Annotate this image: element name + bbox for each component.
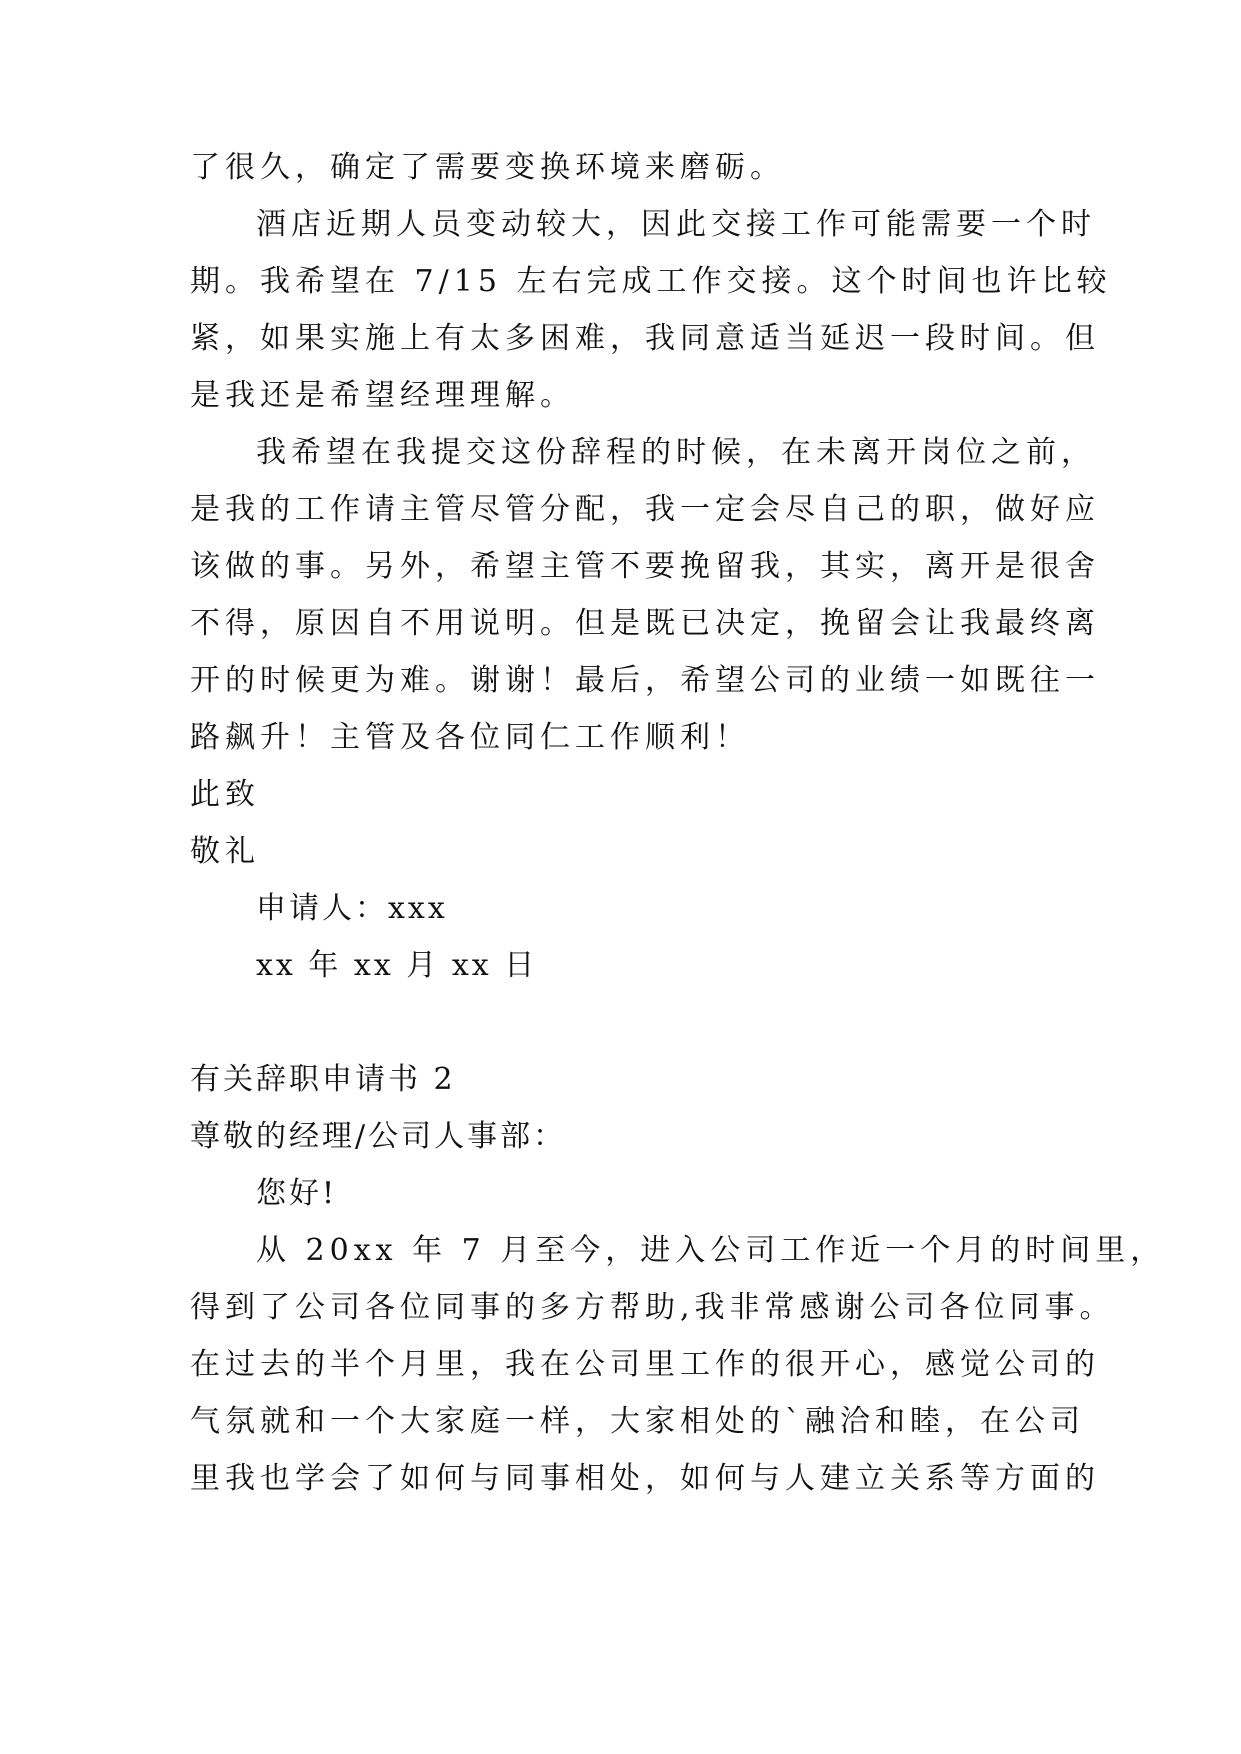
- paragraph-line: 是我还是希望经理理解。: [190, 378, 575, 413]
- paragraph-line: 紧，如果实施上有太多困难，我同意适当延迟一段时间。但: [190, 321, 1100, 356]
- salutation: 尊敬的经理/公司人事部：: [190, 1119, 567, 1154]
- paragraph-line: 从 20xx 年 7 月至今，进入公司工作近一个月的时间里，: [256, 1233, 1166, 1268]
- paragraph-line: 了很久，确定了需要变换环境来磨砺。: [190, 150, 785, 185]
- paragraph-line: 开的时候更为难。谢谢！最后，希望公司的业绩一如既往一: [190, 663, 1100, 698]
- paragraph-line: 期。我希望在 7/15 左右完成工作交接。这个时间也许比较: [190, 264, 1112, 299]
- section-title: 有关辞职申请书 2: [190, 1062, 456, 1097]
- paragraph-line: 里我也学会了如何与同事相处，如何与人建立关系等方面的: [190, 1461, 1100, 1496]
- closing-line: 此致: [190, 777, 260, 812]
- paragraph-line: 该做的事。另外，希望主管不要挽留我，其实，离开是很舍: [190, 549, 1100, 584]
- letter-date: xx 年 xx 月 xx 日: [256, 948, 538, 983]
- paragraph-line: 不得，原因自不用说明。但是既已决定，挽留会让我最终离: [190, 606, 1100, 641]
- paragraph-line: 我希望在我提交这份辞程的时候，在未离开岗位之前，: [256, 435, 1096, 470]
- greeting: 您好!: [256, 1176, 338, 1211]
- paragraph-line: 是我的工作请主管尽管分配，我一定会尽自己的职，做好应: [190, 492, 1100, 527]
- paragraph-line: 在过去的半个月里，我在公司里工作的很开心，感觉公司的: [190, 1347, 1100, 1382]
- paragraph-line: 气氛就和一个大家庭一样，大家相处的`融洽和睦，在公司: [190, 1404, 1085, 1439]
- closing-line: 敬礼: [190, 834, 260, 869]
- paragraph-line: 路飙升！主管及各位同仁工作顺利！: [190, 720, 750, 755]
- applicant-signature: 申请人：xxx: [256, 891, 448, 926]
- paragraph-line: 得到了公司各位同事的多方帮助,我非常感谢公司各位同事。: [190, 1290, 1115, 1325]
- paragraph-line: 酒店近期人员变动较大，因此交接工作可能需要一个时: [256, 207, 1096, 242]
